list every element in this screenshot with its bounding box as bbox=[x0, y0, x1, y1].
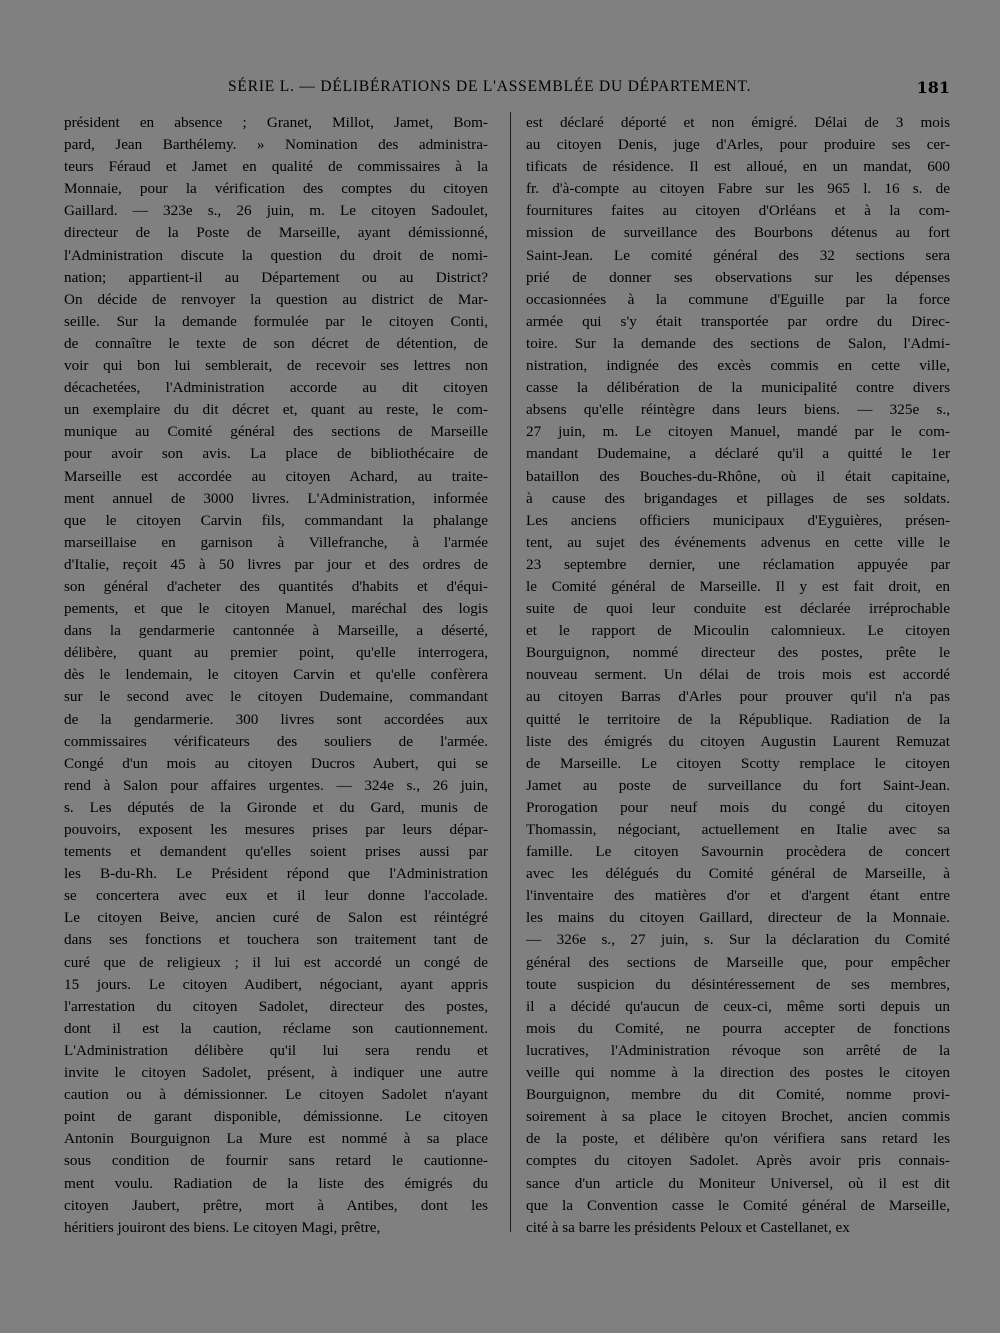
text-line: Bourguignon, nommé directeur des postes, prête le bbox=[526, 644, 950, 662]
text-line: curé que de religieux ; il lui est accordé un congé de bbox=[64, 953, 488, 971]
text-line: l'Administration discute la question du droit de nomi- bbox=[64, 246, 488, 264]
text-line: Prorogation pour neuf mois du congé du citoyen bbox=[526, 798, 950, 816]
text-line: teurs Féraud et Jamet en qualité de commissaires à la bbox=[64, 158, 488, 176]
text-line: Les anciens officiers municipaux d'Eyguières, présen- bbox=[526, 511, 950, 529]
text-line: nistration, indignée des excès commis en cette ville, bbox=[526, 357, 950, 375]
text-line: de Marseille. Le citoyen Scotty remplace le citoyen bbox=[526, 754, 950, 772]
text-line: que la Convention casse le Comité général de Marseille, bbox=[526, 1196, 950, 1214]
text-line: président en absence ; Granet, Millot, Jamet, Bom- bbox=[64, 114, 488, 131]
text-line: soirement à sa place le citoyen Brochet, ancien commis bbox=[526, 1108, 950, 1126]
text-line: 23 septembre dernier, une réclamation appuyée par bbox=[526, 555, 950, 573]
text-line: Jamet au poste de surveillance du fort Saint-Jean. bbox=[526, 776, 950, 794]
text-line: délibère, quant au premier point, qu'elle interrogera, bbox=[64, 644, 488, 662]
text-line: marseillaise en garnison à Villefranche, à l'armée bbox=[64, 533, 488, 551]
running-header bbox=[60, 78, 960, 100]
text-line: décachetées, l'Administration accorde au dit citoyen bbox=[64, 379, 488, 397]
text-line: un exemplaire du dit décret et, quant au reste, le com- bbox=[64, 401, 488, 419]
text-line: directeur de la Poste de Marseille, ayant démissionné, bbox=[64, 224, 488, 242]
text-line: suite de quoi leur conduite est déclarée irréprochable bbox=[526, 600, 950, 618]
right-column bbox=[526, 112, 950, 1239]
text-line: mission de surveillance des Bourbons détenus au fort bbox=[526, 224, 950, 242]
text-line: casse la délibération de la municipalité contre divers bbox=[526, 379, 950, 397]
text-line: veille qui nomme à la direction des postes le citoyen bbox=[526, 1064, 950, 1082]
text-line: lucratives, l'Administration révoque son arrêté de la bbox=[526, 1041, 950, 1059]
text-line: de la poste, et délibère qu'on vérifiera sans retard les bbox=[526, 1130, 950, 1148]
text-line: le Comité général de Marseille. Il y est fait droit, en bbox=[526, 577, 950, 595]
text-line: pouvoirs, exposent les mesures prises par leurs dépar- bbox=[64, 821, 488, 838]
text-line: Gaillard. — 323e s., 26 juin, m. Le citoyen Sadoulet, bbox=[64, 202, 488, 220]
text-line: général des sections de Marseille que, pour empêcher bbox=[526, 953, 950, 971]
text-line: se concertera avec eux et il leur donne l'accolade. bbox=[64, 887, 488, 905]
text-line: de la gendarmerie. 300 livres sont accordées aux bbox=[64, 710, 488, 728]
text-line: tificats de résidence. Il est alloué, en un mandat, 600 bbox=[526, 158, 950, 176]
text-line: tent, au sujet des événements advenus en cette ville le bbox=[526, 533, 950, 551]
text-line: toute suspicion du désintéressement de ses membres, bbox=[526, 975, 950, 993]
text-line: les B-du-Rh. Le Président répond que l'Administration bbox=[64, 865, 488, 883]
text-line: pard, Jean Barthélemy. » Nomination des administra- bbox=[64, 136, 488, 154]
text-line: L'Administration délibère qu'il lui sera rendu et bbox=[64, 1041, 488, 1059]
text-line: — 326e s., 27 juin, s. Sur la déclaration du Comité bbox=[526, 931, 950, 949]
column-divider bbox=[510, 112, 511, 1232]
header-title: SÉRIE L. — DÉLIBÉRATIONS DE L'ASSEMBLÉE DU DÉPARTEMENT. bbox=[228, 78, 752, 95]
text-line: Marseille est accordée au citoyen Achard, au traite- bbox=[64, 467, 488, 485]
text-line: l'arrestation du citoyen Sadolet, directeur des postes, bbox=[64, 997, 488, 1015]
text-line: dans ses fonctions et touchera son traitement tant de bbox=[64, 931, 488, 949]
text-line: munique au Comité général des sections de Marseille bbox=[64, 423, 488, 441]
text-line: prié de donner ses observations sur les dépenses bbox=[526, 268, 950, 286]
text-line: 15 jours. Le citoyen Audibert, négociant, ayant appris bbox=[64, 975, 488, 993]
text-line: mandant Dudemaine, a déclaré qu'il a quitté le 1er bbox=[526, 445, 950, 463]
text-line: commissaires vérificateurs des souliers de l'armée. bbox=[64, 732, 488, 750]
text-line: il a décidé qu'aucun de ceux-ci, même sorti depuis un bbox=[526, 997, 950, 1015]
text-line: à cause des brigandages et pillages de ses soldats. bbox=[526, 489, 950, 507]
text-line: nouveau serment. Un délai de trois mois est accordé bbox=[526, 666, 950, 684]
text-line: occasionnées à la commune d'Eguille par la force bbox=[526, 290, 950, 308]
text-line: dont il est la caution, réclame son cautionnement. bbox=[64, 1019, 488, 1037]
text-line: s. Les députés de la Gironde et du Gard, munis de bbox=[64, 798, 488, 816]
text-line: d'Italie, reçoit 45 à 50 livres par jour et des ordres de bbox=[64, 555, 488, 573]
text-line: liste des émigrés du citoyen Augustin Laurent Remuzat bbox=[526, 732, 950, 750]
text-line: sance d'un article du Moniteur Universel, où il est dit bbox=[526, 1174, 950, 1192]
text-line: mois du Comité, ne pourra accepter de fonctions bbox=[526, 1019, 950, 1037]
left-column bbox=[64, 112, 488, 1239]
text-line: dans la gendarmerie cantonnée à Marseille, a déserté, bbox=[64, 622, 488, 640]
text-line: ment annuel de 3000 livres. L'Administration, informée bbox=[64, 489, 488, 507]
text-line: fournitures faites au citoyen d'Orléans et à la com- bbox=[526, 202, 950, 220]
text-line: Congé d'un mois au citoyen Ducros Aubert, qui se bbox=[64, 754, 488, 772]
text-line: fr. d'à-compte au citoyen Fabre sur les 965 l. 16 s. de bbox=[526, 180, 950, 198]
text-line: avec les délégués du Comité général de Marseille, à bbox=[526, 865, 950, 883]
text-line: quitté le territoire de la République. Radiation de la bbox=[526, 710, 950, 728]
text-line: Thomassin, négociant, actuellement en Italie avec sa bbox=[526, 821, 950, 838]
text-line: Monnaie, pour la vérification des comptes du citoyen bbox=[64, 180, 488, 198]
text-line: point de garant disponible, démissionne. Le citoyen bbox=[64, 1108, 488, 1126]
text-line: les mains du citoyen Gaillard, directeur de la Monnaie. bbox=[526, 909, 950, 927]
text-line: cité à sa barre les présidents Peloux et Castellanet, ex bbox=[526, 1218, 850, 1236]
text-line: et le rapport de Micoulin calomnieux. Le citoyen bbox=[526, 622, 950, 640]
text-line: sous condition de fournir sans retard le cautionne- bbox=[64, 1152, 488, 1170]
text-line: 27 juin, m. Le citoyen Manuel, mandé par le com- bbox=[526, 423, 950, 441]
text-line: caution ou à démissionner. Le citoyen Sadolet n'ayant bbox=[64, 1086, 488, 1104]
text-line: héritiers jouiront des biens. Le citoyen Magi, prêtre, bbox=[64, 1218, 381, 1236]
text-line: Saint-Jean. Le comité général des 32 sections sera bbox=[526, 246, 950, 264]
text-line: au citoyen Denis, juge d'Arles, pour produire ses cer- bbox=[526, 136, 950, 154]
text-line: rend à Salon pour affaires urgentes. — 324e s., 26 juin, bbox=[64, 776, 488, 794]
text-line: que le citoyen Carvin fils, commandant la phalange bbox=[64, 511, 488, 529]
text-line: seille. Sur la demande formulée par le citoyen Conti, bbox=[64, 312, 488, 330]
text-line: toire. Sur la demande des sections de Salon, l'Admi- bbox=[526, 334, 950, 352]
text-line: voir qui bon lui semblerait, de recevoir ses lettres non bbox=[64, 357, 488, 375]
page-number: 181 bbox=[916, 78, 950, 97]
text-line: au citoyen Barras d'Arles pour prouver qu'il n'a pas bbox=[526, 688, 950, 706]
text-line: dès le lendemain, le citoyen Carvin et qu'elle confèrera bbox=[64, 666, 488, 684]
text-line: Antonin Bourguignon La Mure est nommé à sa place bbox=[64, 1130, 488, 1148]
text-line: sur le second avec le citoyen Dudemaine, commandant bbox=[64, 688, 488, 706]
text-line: est déclaré déporté et non émigré. Délai de 3 mois bbox=[526, 114, 950, 131]
text-line: On décide de renvoyer la question au district de Mar- bbox=[64, 290, 488, 308]
text-line: tements et demandent qu'elles soient prises aussi par bbox=[64, 843, 488, 861]
text-line: absens qu'elle réintègre dans leurs biens. — 325e s., bbox=[526, 401, 950, 419]
text-line: Bourguignon, membre du dit Comité, nomme provi- bbox=[526, 1086, 950, 1104]
text-line: son général d'acheter des quantités d'habits et d'équi- bbox=[64, 577, 488, 595]
text-line: l'inventaire des matières d'or et d'argent étant entre bbox=[526, 887, 950, 905]
text-line: ment voulu. Radiation de la liste des émigrés du bbox=[64, 1174, 488, 1192]
text-line: bataillon des Bouches-du-Rhône, où il était capitaine, bbox=[526, 467, 950, 485]
text-line: de connaître le texte de son décret de détention, de bbox=[64, 334, 488, 352]
text-line: comptes du citoyen Sadolet. Après avoir pris connais- bbox=[526, 1152, 950, 1170]
text-line: pour avoir son avis. La place de bibliothécaire de bbox=[64, 445, 488, 463]
text-line: famille. Le citoyen Savournin procèdera de concert bbox=[526, 843, 950, 861]
text-line: nation; appartient-il au Département ou au District? bbox=[64, 268, 488, 286]
text-line: armée qui s'y était transportée par ordre du Direc- bbox=[526, 312, 950, 330]
text-line: invite le citoyen Sadolet, présent, à indiquer une autre bbox=[64, 1064, 488, 1082]
text-line: citoyen Jaubert, prêtre, mort à Antibes, dont les bbox=[64, 1196, 488, 1214]
text-line: pements, et que le citoyen Manuel, maréchal des logis bbox=[64, 600, 488, 618]
text-line: Le citoyen Beive, ancien curé de Salon est réintégré bbox=[64, 909, 488, 927]
